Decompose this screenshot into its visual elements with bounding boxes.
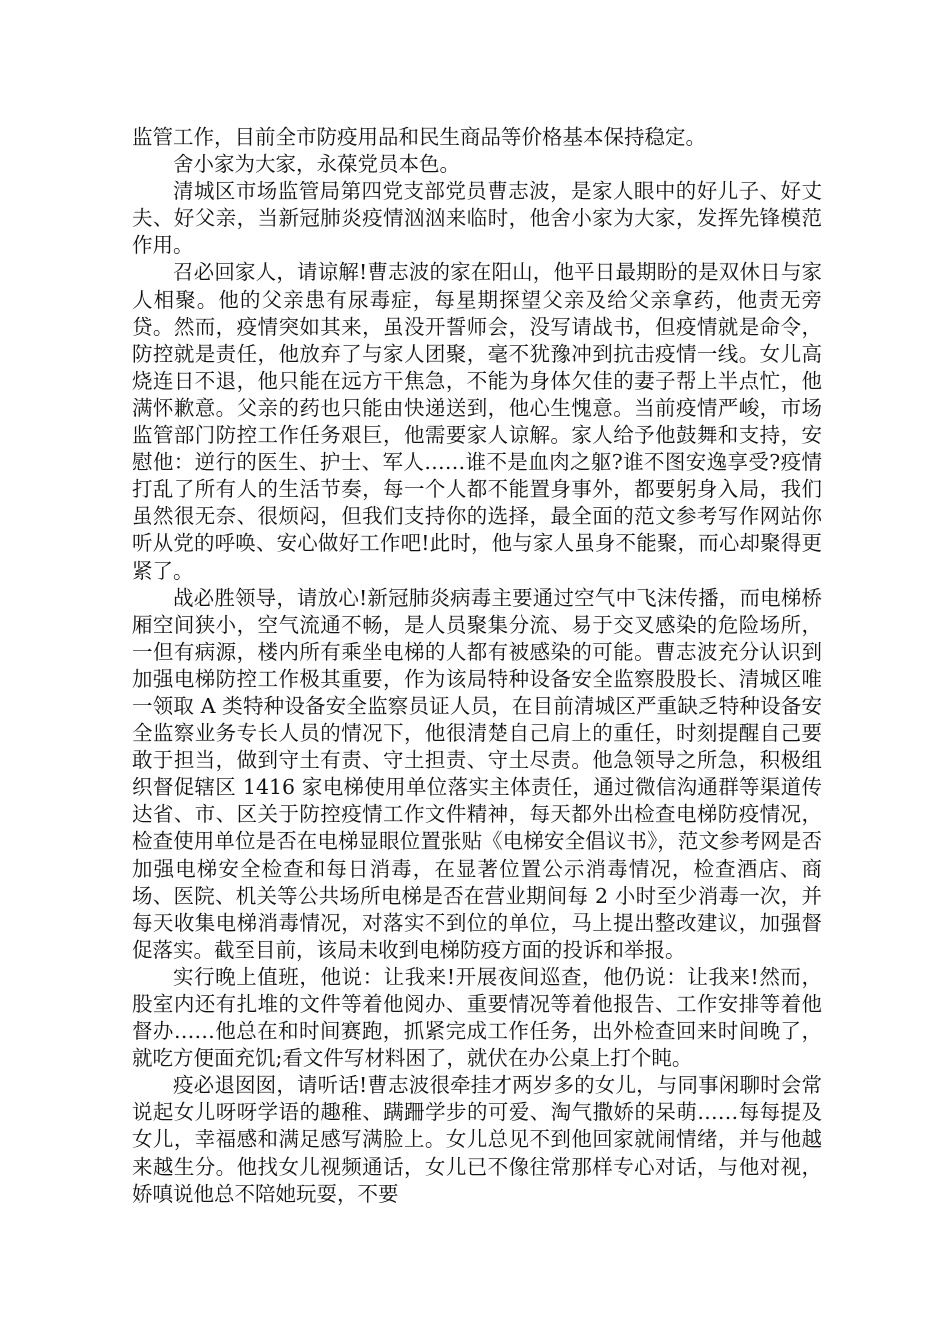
paragraph-3: 清城区市场监管局第四党支部党员曹志波，是家人眼中的好儿子、好丈夫、好父亲，当新冠肺炎疫情汹汹来临时，他舍小家为大家，发挥先锋模范作用。	[132, 179, 822, 258]
paragraph-4: 召必回家人，请谅解!曹志波的家在阳山，他平日最期盼的是双休日与家人相聚。他的父亲患有尿毒症，每星期探望父亲及给父亲拿药，他责无旁贷。然而，疫情突如其来，虽没开誓师会，没写请战书，但疫情就是命令，防控就是责任，他放弃了与家人团聚，毫不犹豫冲到抗击疫情一线。女儿高烧连日不退，他只能在远方干焦急，不能为身体欠佳的妻子帮上半点忙，他满怀歉意。父亲的药也只能由快递送到，他心生愧意。当前疫情严峻，市场监管部门防控工作任务艰巨，他需要家人谅解。家人给予他鼓舞和支持，安慰他：逆行的医生、护士、军人……谁不是血肉之躯?谁不图安逸享受?疫情打乱了所有人的生活节奏，每一个人都不能置身事外，都要躬身入局，我们虽然很无奈、很烦闷，但我们支持你的选择，最全面的范文参考写作网站你听从党的呼唤、安心做好工作吧!此时，他与家人虽身不能聚，而心却聚得更紧了。	[132, 260, 822, 583]
paragraph-2: 舍小家为大家，永葆党员本色。	[173, 152, 460, 177]
paragraph-5: 战必胜领导，请放心!新冠肺炎病毒主要通过空气中飞沫传播，而电梯桥厢空间狭小，空气流通不畅，是人员聚集分流、易于交叉感染的危险场所，一但有病源，楼内所有乘坐电梯的人都有被感染的可能。曹志波充分认识到加强电梯防控工作极其重要，作为该局特种设备安全监察股股长、清城区唯一领取 A 类特种设备安全监察员证人员，在目前清城区严重缺乏特种设备安全监察业务专长人员的情况下，他很清楚自己肩上的重任，时刻提醒自己要敢于担当，做到守土有责、守土担责、守土尽责。他急领导之所急，积极组织督促辖区 1416 家电梯使用单位落实主体责任，通过微信沟通群等渠道传达省、市、区关于防控疫情工作文件精神，每天都外出检查电梯防疫情况，检查使用单位是否在电梯显眼位置张贴《电梯安全倡议书》，范文参考网是否加强电梯安全检查和每日消毒，在显著位置公示消毒情况，检查酒店、商场、医院、机关等公共场所电梯是否在营业期间每 2 小时至少消毒一次，并每天收集电梯消毒情况，对落实不到位的单位，马上提出整改建议，加强督促落实。截至目前，该局未收到电梯防疫方面的投诉和举报。	[132, 585, 822, 962]
article-body	[132, 124, 822, 1208]
paragraph-1: 监管工作，目前全市防疫用品和民生商品等价格基本保持稳定。	[132, 125, 706, 149]
paragraph-6: 实行晚上值班，他说：让我来!开展夜间巡查，他仍说：让我来!然而，股室内还有扎堆的文件等着他阅办、重要情况等着他报告、工作安排等着他督办……他总在和时间赛跑，抓紧完成工作任务，出外检查回来时间晚了，就吃方便面充饥;看文件写材料困了，就伏在办公桌上打个盹。	[132, 964, 822, 1071]
paragraph-7: 疫必退囡囡，请听话!曹志波很牵挂才两岁多的女儿，与同事闲聊时会常说起女儿呀呀学语的趣稚、蹒跚学步的可爱、淘气撒娇的呆萌……每每提及女儿，幸福感和满足感写满脸上。女儿总见不到他回家就闹情绪，并与他越来越生分。他找女儿视频通话，女儿已不像往常那样专心对话，与他对视，娇嗔说他总不陪她玩耍，不要	[132, 1073, 822, 1206]
